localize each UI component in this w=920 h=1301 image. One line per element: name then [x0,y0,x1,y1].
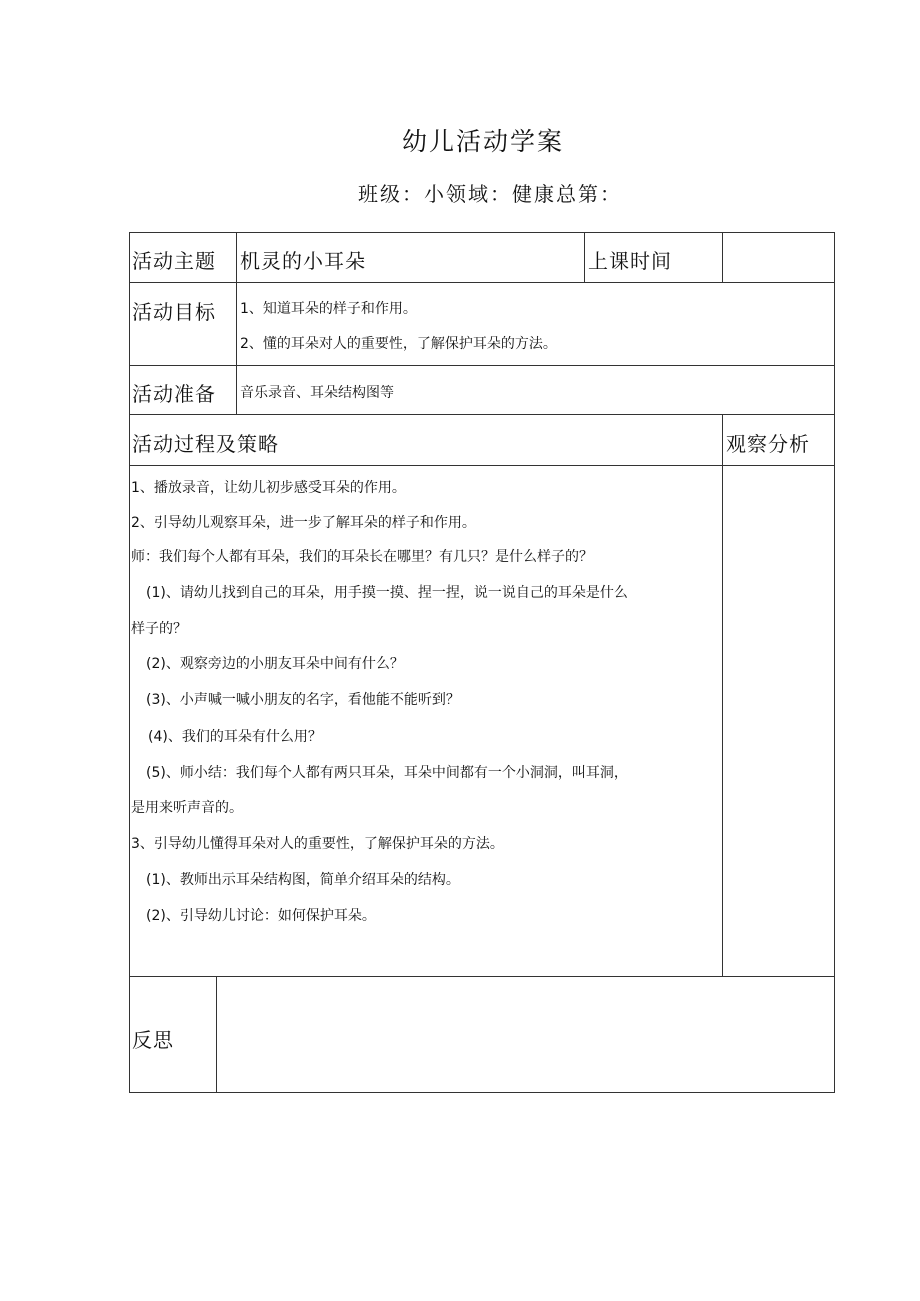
process-line: (4)、我们的耳朵有什么用？ [148,729,322,745]
process-line: (3)、小声喊一喊小朋友的名字，看他能不能听到？ [146,692,460,708]
table-border-top [129,232,835,233]
prep-value: 音乐录音、耳朵结构图等 [240,385,394,401]
process-line: (1)、教师出示耳朵结构图，简单介绍耳朵的结构。 [146,872,460,888]
column-divider [722,232,723,283]
time-label: 上课时间 [588,249,672,273]
theme-value: 机灵的小耳朵 [240,249,366,273]
goal-label: 活动目标 [132,300,216,324]
table-border-bottom [129,1092,835,1093]
process-line: 2、引导幼儿观察耳朵，进一步了解耳朵的样子和作用。 [131,515,476,531]
process-label: 活动过程及策略 [132,432,279,456]
row-divider [129,976,835,977]
process-line: 样子的？ [131,621,187,637]
theme-label: 活动主题 [132,249,216,273]
row-divider [129,282,835,283]
process-line: 是用来听声音的。 [131,800,243,816]
page-title: 幼儿活动学案 [401,127,564,156]
process-line: (2)、引导幼儿讨论：如何保护耳朵。 [146,908,376,924]
process-line: (1)、请幼儿找到自己的耳朵，用手摸一摸、捏一捏，说一说自己的耳朵是什么 [146,585,628,601]
process-line: 3、引导幼儿懂得耳朵对人的重要性，了解保护耳朵的方法。 [131,836,504,852]
process-line: (5)、师小结：我们每个人都有两只耳朵，耳朵中间都有一个小洞洞，叫耳洞， [146,765,628,781]
table-border-left [129,232,130,1093]
row-divider [129,465,835,466]
column-divider [216,976,217,1093]
reflection-label: 反思 [132,1028,174,1052]
prep-label: 活动准备 [132,382,216,406]
goal-item: 2、懂的耳朵对人的重要性，了解保护耳朵的方法。 [240,336,557,352]
process-line: 1、播放录音，让幼儿初步感受耳朵的作用。 [131,480,406,496]
process-line: (2)、观察旁边的小朋友耳朵中间有什么？ [146,656,404,672]
row-divider [129,414,835,415]
process-line: 师：我们每个人都有耳朵，我们的耳朵长在哪里？有几只？是什么样子的？ [131,549,593,565]
row-divider [129,365,835,366]
column-divider [722,414,723,977]
column-divider [584,232,585,283]
observe-label: 观察分析 [726,432,810,456]
column-divider [236,232,237,415]
goal-item: 1、知道耳朵的样子和作用。 [240,301,417,317]
class-info-line: 班级：小领域：健康总第： [358,182,622,206]
table-border-right [834,232,835,1093]
